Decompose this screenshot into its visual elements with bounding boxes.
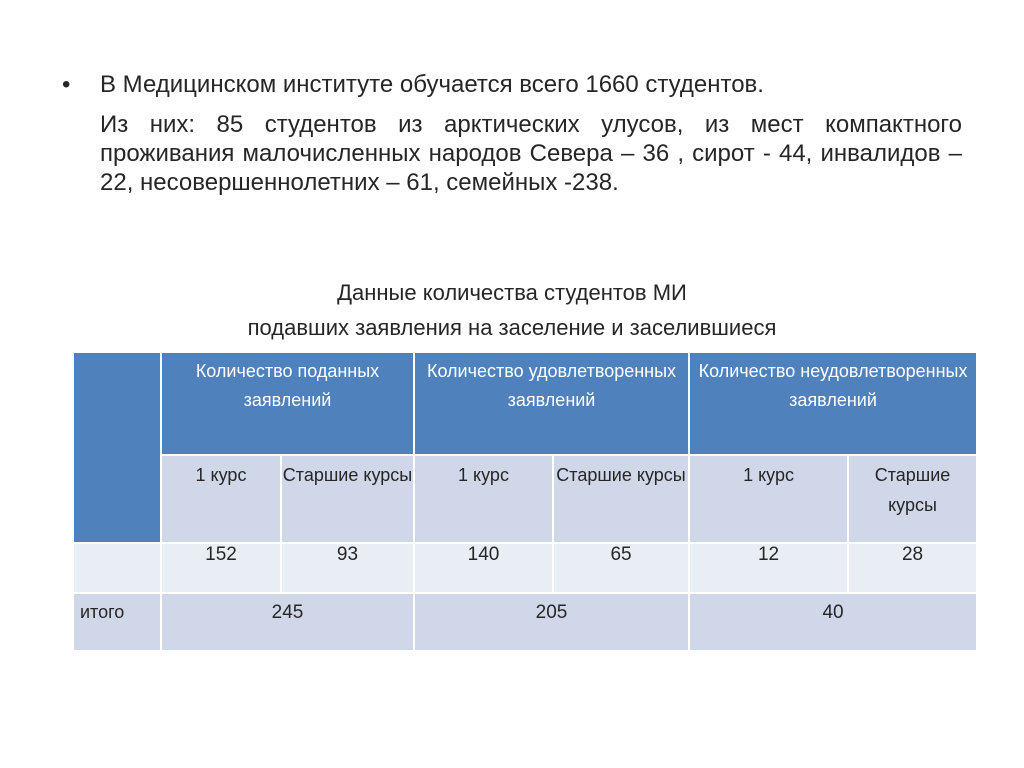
header-submitted: Количество поданных заявлений	[161, 352, 414, 455]
subheader-cell: 1 курс	[414, 455, 553, 543]
subheader-cell: Старшие курсы	[281, 455, 414, 543]
value-cell: 28	[848, 543, 977, 593]
header-satisfied: Количество удовлетворенных заявлений	[414, 352, 689, 455]
subheader-cell: 1 курс	[161, 455, 281, 543]
total-label: итого	[73, 593, 161, 651]
total-cell: 205	[414, 593, 689, 651]
value-cell: 12	[689, 543, 848, 593]
subheader-cell: Старшие курсы	[848, 455, 977, 543]
header-unsatisfied: Количество неудовлетворенных заявлений	[689, 352, 977, 455]
header-row	[73, 352, 977, 455]
students-table	[72, 351, 978, 652]
subheader-cell: Старшие курсы	[553, 455, 689, 543]
bullet-marker: •	[62, 71, 71, 98]
bullet-text: В Медицинском институте обучается всего 1660 студентов.	[100, 71, 764, 98]
value-cell: 93	[281, 543, 414, 593]
row-label-empty	[73, 543, 161, 593]
subheader-cell: 1 курс	[689, 455, 848, 543]
bullet-paragraph: Из них: 85 студентов из арктических улусов, из мест компактного проживания малочисленных народов Севера – 36 , сирот - 44, инвалидов – 22, несовершеннолетних – 61, семейных -238.	[100, 111, 962, 196]
bullet-item	[62, 68, 962, 102]
value-cell: 140	[414, 543, 553, 593]
text-block	[62, 68, 962, 197]
table-row	[73, 543, 977, 593]
total-cell: 40	[689, 593, 977, 651]
total-cell: 245	[161, 593, 414, 651]
value-cell: 65	[553, 543, 689, 593]
value-cell: 152	[161, 543, 281, 593]
subheader-row	[73, 455, 977, 543]
table-caption-line-1: Данные количества студентов МИ	[337, 280, 687, 305]
table-caption-line-2: подавших заявления на заселение и заселившиеся	[247, 315, 777, 340]
corner-cell	[73, 352, 161, 543]
total-row	[73, 593, 977, 651]
